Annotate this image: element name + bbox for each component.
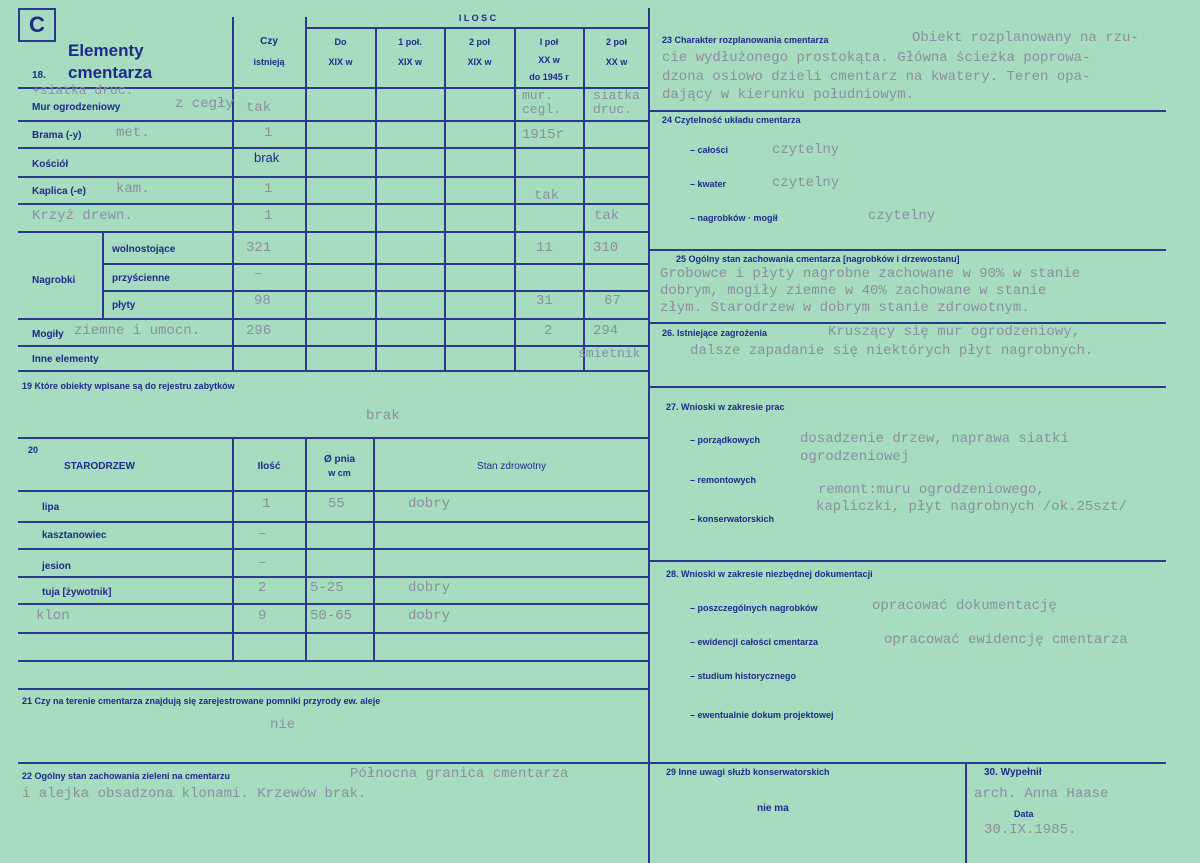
rule xyxy=(18,318,650,320)
s29-value: nie ma xyxy=(757,803,789,814)
rule xyxy=(18,490,648,492)
tree-pien: 50-65 xyxy=(310,608,353,624)
row-label-plyty: płyty xyxy=(112,300,136,311)
row-label-nagrobki: Nagrobki xyxy=(32,275,76,286)
rule xyxy=(583,27,585,370)
rule xyxy=(18,762,1166,764)
row-label-inne: Inne elementy xyxy=(32,354,99,365)
col-header-xx1pol-xx: XX w xyxy=(538,55,560,65)
s20-title: STARODRZEW xyxy=(64,461,135,472)
s27-kons-label: – konserwatorskich xyxy=(690,514,775,524)
przysc-exists: – xyxy=(254,266,263,282)
mogily-exists: 296 xyxy=(246,323,272,339)
tree-name: lipa xyxy=(42,502,60,513)
rule xyxy=(375,27,377,370)
s20-col-pnia: Ø pnia xyxy=(323,454,356,465)
inne-xx2: śmietnik xyxy=(578,346,641,361)
rule xyxy=(18,147,650,149)
s26-value-line2: dalsze zapadanie się niektórych płyt nagrobnych. xyxy=(690,343,1094,359)
kaplica-material: kam. xyxy=(116,181,150,197)
mogily-material: ziemne i umocn. xyxy=(74,323,201,339)
tree-name: kasztanowiec xyxy=(42,530,107,541)
s30-date-value: 30.IX.1985. xyxy=(984,822,1077,838)
rule xyxy=(18,176,650,178)
rule xyxy=(18,521,648,523)
wolno-xx2: 310 xyxy=(593,240,619,256)
s20-col-ilosc: Ilość xyxy=(257,461,281,472)
tree-stan: dobry xyxy=(408,580,451,596)
wolno-exists: 321 xyxy=(246,240,272,256)
row-label-krzyz: Krzyż drewn. xyxy=(32,208,133,224)
s23-value-line4: dający w kierunku południowym. xyxy=(662,87,915,103)
s23-value-line3: dzona osiowo dzieli cmentarz na kwatery. Teren opa- xyxy=(662,69,1091,85)
col-header-do-xix: XIX w xyxy=(328,57,353,67)
tree-pien: 5-25 xyxy=(310,580,344,596)
tree-ilosc: – xyxy=(258,555,267,571)
rule xyxy=(965,762,967,863)
s30-label: 30. Wypełnił xyxy=(984,767,1042,778)
plyty-xx2: 67 xyxy=(604,293,621,309)
s28-ewid-value: opracować ewidencję cmentarza xyxy=(884,632,1128,648)
tree-name: klon xyxy=(36,608,70,624)
s20-number: 20 xyxy=(28,445,39,455)
rule xyxy=(305,27,650,29)
col-header-istnieja: istnieją xyxy=(253,57,285,67)
s20-col-stan: Stan zdrowotny xyxy=(477,461,546,472)
rule xyxy=(18,370,650,372)
tree-ilosc: 1 xyxy=(262,496,271,512)
tree-stan: dobry xyxy=(408,608,451,624)
rule xyxy=(18,548,648,550)
section-title-line2: cmentarza xyxy=(68,63,153,82)
s26-label: 26. Istniejące zagrożenia xyxy=(662,328,768,338)
s27-porz-label: – porządkowych xyxy=(690,435,761,445)
col-header-do: Do xyxy=(334,37,347,47)
brama-xx1: 1915r xyxy=(522,127,565,143)
tree-name: jesion xyxy=(42,561,71,572)
s28-pozn-value: opracować dokumentację xyxy=(872,598,1057,614)
row-label-kosciol: Kościół xyxy=(32,159,69,170)
s24-nagrobkow-label: – nagrobków · mogił xyxy=(690,213,778,223)
rule xyxy=(650,560,1166,562)
rule xyxy=(305,17,307,370)
mur-typed-over: +siatka druc. xyxy=(32,83,134,98)
row-label-brama: Brama (-y) xyxy=(32,130,82,141)
card-letter: C xyxy=(18,8,56,42)
s20-col-pnia-unit: w cm xyxy=(328,468,351,478)
rule xyxy=(18,231,650,233)
mur-xx1: mur. cegl. xyxy=(522,88,562,118)
mogily-xx1: 2 xyxy=(544,323,553,339)
mur-material: z cegły xyxy=(175,96,234,112)
s21-label: 21 Czy na terenie cmentarza znajdują się zarejestrowane pomniki przyrody ew. aleje xyxy=(22,696,381,706)
krzyz-xx2: tak xyxy=(594,208,620,224)
s24-nagrobkow-value: czytelny xyxy=(868,208,936,224)
rule xyxy=(18,437,648,439)
col-header-ilosc: I L O S C xyxy=(458,13,497,23)
kosciol-exists: brak xyxy=(254,150,280,165)
s24-label: 24 Czytelność układu cmentarza xyxy=(662,115,801,125)
rule xyxy=(18,345,650,347)
col-header-2pol: 2 poł xyxy=(468,37,490,47)
tree-ilosc: 2 xyxy=(258,580,267,596)
rule xyxy=(18,660,648,662)
s29-label: 29 Inne uwagi służb konserwatorskich xyxy=(666,767,830,777)
rule xyxy=(650,110,1166,112)
s22-value-line2: i alejka obsadzona klonami. Krzewów brak. xyxy=(22,786,367,802)
s27-porz-value-line2: ogrodzeniowej xyxy=(800,449,910,465)
s21-value: nie xyxy=(270,717,296,733)
s19-value: brak xyxy=(366,408,400,424)
tree-pien: 55 xyxy=(328,496,345,512)
plyty-exists: 98 xyxy=(254,293,271,309)
s22-label: 22 Ogólny stan zachowania zieleni na cmentarzu xyxy=(22,771,231,781)
mur-xx2: siatka druc. xyxy=(593,88,640,118)
rule xyxy=(18,603,648,605)
section-title-line1: Elementy xyxy=(68,41,144,60)
row-label-przyscienne: przyścienne xyxy=(112,273,170,284)
plyty-xx1: 31 xyxy=(536,293,553,309)
s25-value-line2: dobrym, mogiły ziemne w 40% zachowane w stanie xyxy=(660,283,1047,299)
rule xyxy=(18,120,650,122)
s22-value-line1: Północna granica cmentarza xyxy=(350,766,569,782)
s27-rem-label: – remontowych xyxy=(690,475,757,485)
s24-kwater-value: czytelny xyxy=(772,175,840,191)
row-label-wolnostojace: wolnostojące xyxy=(112,244,176,255)
rule xyxy=(18,632,648,634)
row-label-kaplica: Kaplica (-e) xyxy=(32,186,86,197)
s23-value-line1: Obiekt rozplanowany na rzu- xyxy=(912,30,1139,46)
col-header-2pol-xix: XIX w xyxy=(467,57,492,67)
row-label-mogily: Mogiły xyxy=(32,329,64,340)
brama-exists: 1 xyxy=(264,125,273,141)
section-number: 18. xyxy=(32,70,46,81)
row-label-mur: Mur ogrodzeniowy xyxy=(32,102,121,113)
s30-value: arch. Anna Haase xyxy=(974,786,1109,802)
wolno-xx1: 11 xyxy=(536,240,553,256)
kaplica-exists: 1 xyxy=(264,181,273,197)
kaplica-xx1: tak xyxy=(534,188,560,204)
s28-ewid-label: – ewidencji całości cmentarza xyxy=(690,637,819,647)
s24-calosci-label: – całości xyxy=(690,145,729,155)
rule xyxy=(650,249,1166,251)
tree-name: tuja [żywotnik] xyxy=(42,587,112,598)
rule xyxy=(18,688,648,690)
col-header-1pol: 1 poł. xyxy=(398,37,422,47)
tree-ilosc: – xyxy=(258,526,267,542)
rule xyxy=(444,27,446,370)
s27-porz-value-line1: dosadzenie drzew, naprawa siatki xyxy=(800,431,1069,447)
col-header-czy: Czy xyxy=(260,36,278,47)
s30-date-label: Data xyxy=(1014,809,1034,819)
col-header-xx1pol: I poł xyxy=(539,37,559,47)
s27-label: 27. Wnioski w zakresie prac xyxy=(666,402,785,412)
s24-calosci-value: czytelny xyxy=(772,142,840,158)
s25-value-line1: Grobowce i płyty nagrobne zachowane w 90% w stanie xyxy=(660,266,1081,282)
s23-label: 23 Charakter rozplanowania cmentarza xyxy=(662,35,829,45)
rule xyxy=(18,576,648,578)
tree-stan: dobry xyxy=(408,496,451,512)
s28-label: 28. Wnioski w zakresie niezbędnej dokumentacji xyxy=(666,569,873,579)
s25-label: 25 Ogólny stan zachowania cmentarza [nagrobków i drzewostanu] xyxy=(676,254,960,264)
s26-value-line1: Kruszący się mur ogrodzeniowy, xyxy=(828,324,1081,340)
s23-value-line2: cie wydłużonego prostokąta. Główna ścieżka poprowa- xyxy=(662,50,1091,66)
s28-studium-label: – studium historycznego xyxy=(690,671,797,681)
col-header-xx2pol: 2 poł xyxy=(605,37,627,47)
rule xyxy=(650,386,1166,388)
s25-value-line3: złym. Starodrzew w dobrym stanie zdrowotnym. xyxy=(660,300,1030,316)
krzyz-exists: 1 xyxy=(264,208,273,224)
col-header-xx2pol-xx: XX w xyxy=(605,57,628,67)
col-header-do-1945: do 1945 r xyxy=(529,72,569,82)
rule xyxy=(102,231,104,318)
rule xyxy=(648,8,650,863)
mogily-xx2: 294 xyxy=(593,323,619,339)
s28-pozn-label: – poszczególnych nagrobków xyxy=(690,603,818,613)
s27-rem-value-line2: kapliczki, płyt nagrobnych /ok.25szt/ xyxy=(816,499,1127,515)
s28-ewent-label: – ewentualnie dokum projektowej xyxy=(690,710,834,720)
col-header-1pol-xix: XIX w xyxy=(397,57,422,67)
brama-material: met. xyxy=(116,125,150,141)
s27-rem-value-line1: remont:muru ogrodzeniowego, xyxy=(818,482,1045,498)
mur-exists: tak xyxy=(246,100,272,116)
s24-kwater-label: – kwater xyxy=(690,179,727,189)
s19-label: 19 Które obiekty wpisane są do rejestru zabytków xyxy=(22,381,235,391)
tree-ilosc: 9 xyxy=(258,608,267,624)
rule xyxy=(232,17,234,370)
